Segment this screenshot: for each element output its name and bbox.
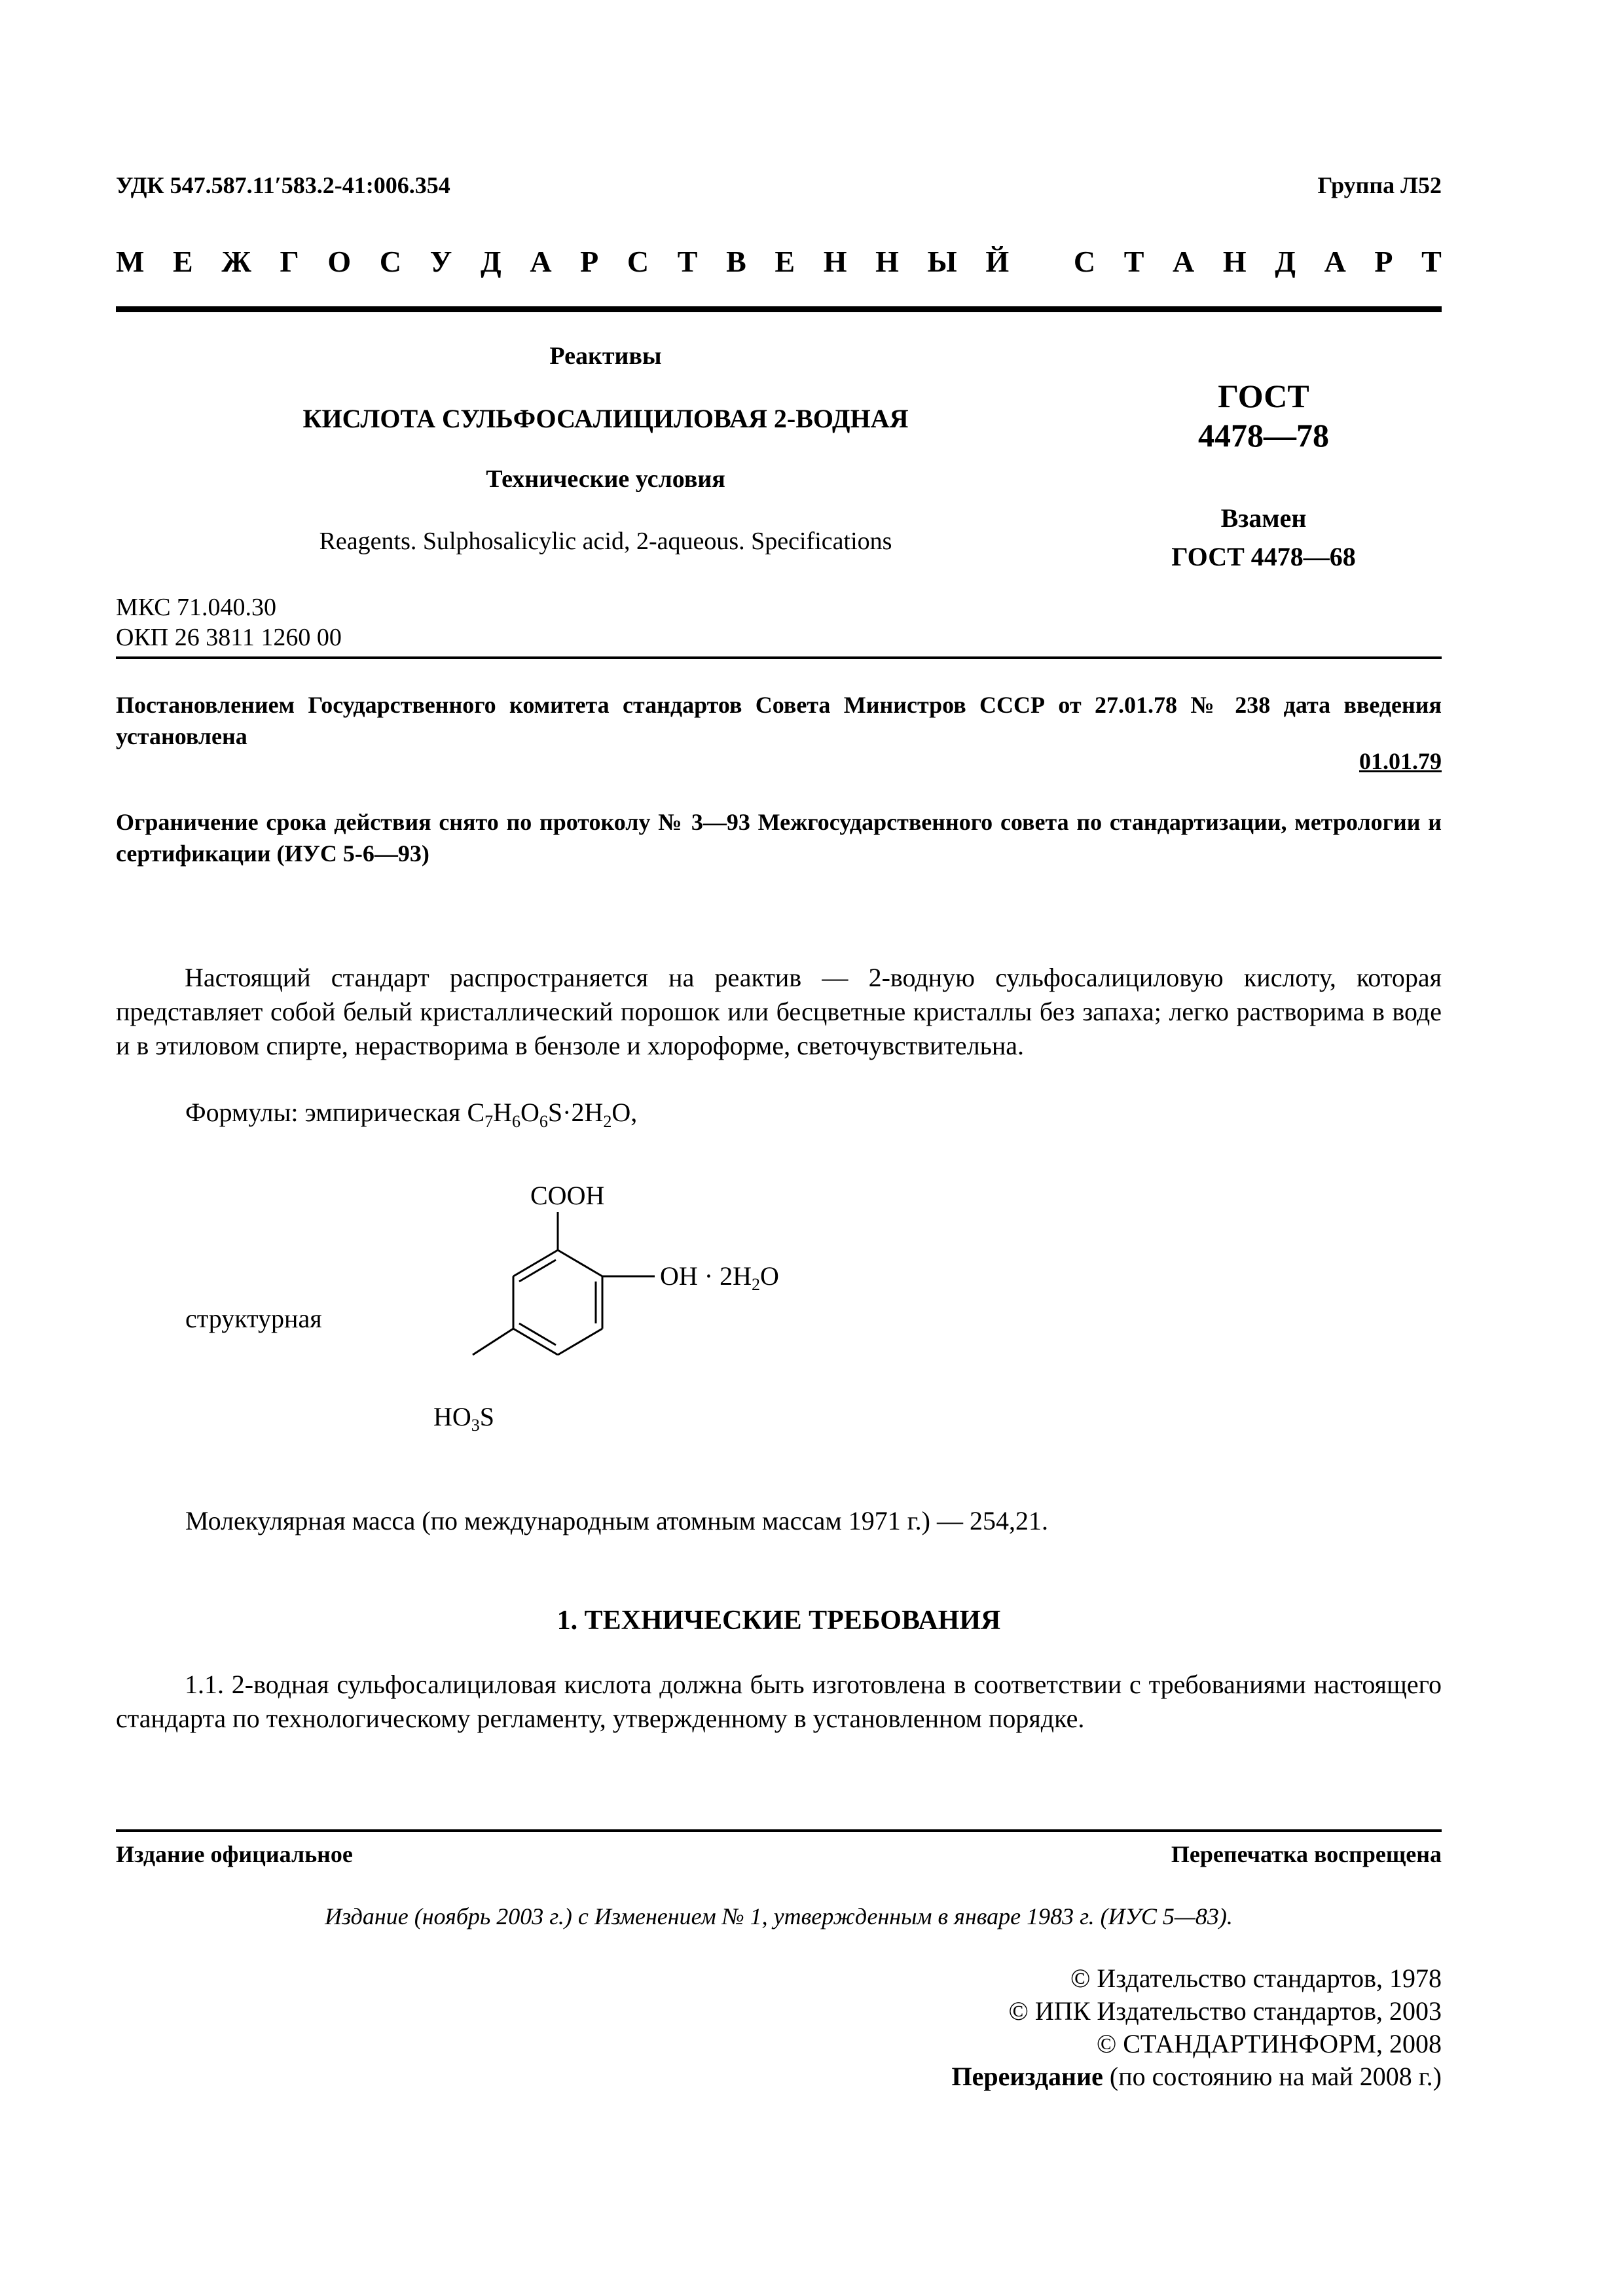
banner-letter: О	[327, 245, 352, 278]
okp-code: ОКП 26 3811 1260 00	[116, 624, 342, 651]
gost-number: 4478—78	[1198, 417, 1329, 454]
gost-label: ГОСТ	[1218, 378, 1309, 414]
banner-letter: Д	[481, 245, 501, 278]
decree-text: Постановлением Государственного комитета стандартов Совета Министров СССР от 27.01.78 № 238 дата введения установлена	[116, 692, 1442, 749]
group-code: Группа Л52	[1317, 172, 1442, 198]
section-1-title: 1. ТЕХНИЧЕСКИЕ ТРЕБОВАНИЯ	[556, 1605, 1001, 1636]
structural-formula	[393, 1172, 851, 1460]
empirical-formula	[185, 1097, 637, 1132]
limitation-note: Ограничение срока действия снято по протоколу № 3—93 Межгосударственного совета по стандартизации, метрологии и сертификации (ИУС 5-6—93)	[116, 809, 1442, 867]
reprint-prohibited-label: Перепечатка воспрещена	[1171, 1841, 1442, 1867]
empirical-formula-value: $C_7H_6O_6S\cdot 2H_2O$,	[467, 1098, 638, 1131]
banner-letter: В	[726, 245, 746, 278]
banner-letter: С	[379, 245, 402, 278]
banner-letter: Ж	[221, 245, 251, 278]
banner-letter: А	[1324, 245, 1346, 278]
mks-code: МКС 71.040.30	[116, 594, 277, 621]
copyright-2008: © СТАНДАРТИНФОРМ, 2008	[1096, 2029, 1442, 2058]
banner-letter: У	[429, 245, 452, 278]
official-edition-label: Издание официальное	[116, 1841, 353, 1867]
molecular-mass: Молекулярная масса (по международным атомным массам 1971 г.) — 254,21.	[185, 1506, 1048, 1535]
banner-letter: Н	[823, 245, 847, 278]
ring-bond	[558, 1329, 602, 1355]
formula-prefix: Формулы: эмпирическая	[185, 1098, 467, 1127]
reissue-label: Переиздание	[951, 2062, 1103, 2091]
document-subtitle: Технические условия	[486, 465, 725, 493]
banner-letter: Т	[1421, 245, 1442, 278]
structural-label: структурная	[185, 1304, 322, 1333]
banner-letter: М	[116, 245, 145, 278]
banner-letter: А	[1173, 245, 1195, 278]
banner-letter: А	[530, 245, 552, 278]
copyright-2003: © ИПК Издательство стандартов, 2003	[1008, 1996, 1442, 2026]
edition-note: Издание (ноябрь 2003 г.) с Изменением № 1, утвержденным в январе 1983 г. (ИУС 5—83).	[325, 1903, 1233, 1929]
codes-rule	[116, 656, 1442, 659]
classification-codes	[116, 592, 342, 653]
cooh-label: COOH	[530, 1181, 605, 1210]
so3h-bond	[473, 1329, 513, 1355]
introduction-date: 01.01.79	[1359, 748, 1442, 774]
banner-letter: Р	[580, 245, 599, 278]
copyright-1978: © Издательство стандартов, 1978	[1070, 1964, 1442, 1993]
banner-letter: Г	[280, 245, 299, 278]
reagents-heading: Реактивы	[549, 342, 662, 370]
banner-letter: Т	[1123, 245, 1144, 278]
banner-letter: Е	[775, 245, 795, 278]
reissue-date: (по состоянию на май 2008 г.)	[1103, 2062, 1442, 2091]
banner-letter	[1038, 244, 1046, 279]
banner-letter: Д	[1275, 245, 1296, 278]
footer-rule	[116, 1829, 1442, 1832]
document-title: КИСЛОТА СУЛЬФОСАЛИЦИЛОВАЯ 2-ВОДНАЯ	[302, 404, 909, 433]
reissue-note	[952, 2060, 1442, 2093]
replaced-standard: ГОСТ 4478—68	[1171, 542, 1356, 571]
ring-bond	[558, 1250, 602, 1276]
banner-letter: Й	[985, 245, 1010, 278]
banner-letter: Т	[677, 245, 698, 278]
banner-letter: Н	[875, 245, 899, 278]
banner-letter: С	[1073, 245, 1096, 278]
english-title: Reagents. Sulphosalicylic acid, 2-aqueous. Specifications	[319, 528, 892, 555]
udk-code: УДК 547.587.11′583.2-41:006.354	[116, 172, 450, 198]
banner-letter: Н	[1222, 245, 1247, 278]
oh-label: OH · $2H_2O$	[660, 1261, 779, 1294]
banner-letter: Е	[173, 245, 193, 278]
so3h-label: $HO_3S$	[433, 1402, 495, 1435]
header-rule	[116, 306, 1442, 312]
section-1-1-paragraph: 1.1. 2-водная сульфосалициловая кислота должна быть изготовлена в соответствии с требованиями настоящего стандарта по технологическому регламенту, утвержденному в установленном порядке.	[116, 1670, 1442, 1733]
banner-letter: Ы	[927, 245, 957, 278]
banner-letter: С	[627, 245, 649, 278]
intro-paragraph: Настоящий стандарт распространяется на реактив — 2-водную сульфосалициловую кислоту, которая представляет собой белый кристаллический порошок или бесцветные кристаллы без запаха; легко растворима в воде и в этиловом спирте, нерастворима в бензоле и хлороформе, светочувствительна.	[116, 963, 1442, 1060]
banner-letter: Р	[1374, 245, 1393, 278]
interstate-standard-banner	[116, 244, 1442, 279]
replaces-label: Взамен	[1220, 503, 1307, 533]
